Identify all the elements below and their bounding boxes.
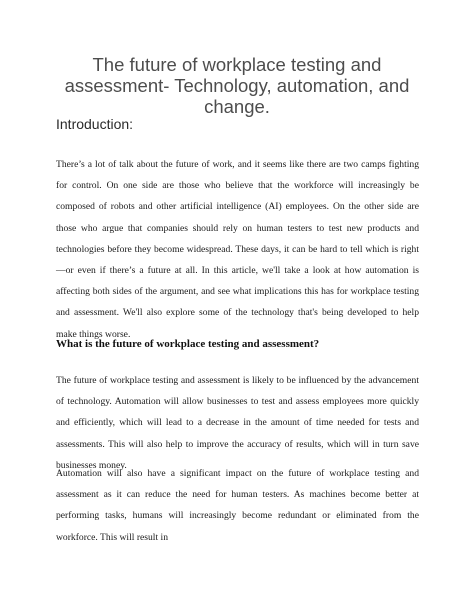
introduction-heading: Introduction: [56,116,134,132]
intro-paragraph: There’s a lot of talk about the future of work, and it seems like there are two camps fighting for control. On one side are those who believe that the workforce will increasingly be composed of robots and other artificial intelligence (AI) employees. On the other side are those who argue that companies should rely on human testers to test new products and technologies before they become widespread. These days, it can be hard to tell which is right—or even if there’s a future at all. In this article, we'll take a look at how automation is affecting both sides of the argument, and see what implications this has for workplace testing and assessment. We'll also explore some of the technology that's being developed to help make things worse. [56,159,419,340]
section-heading: What is the future of workplace testing and assessment? [56,338,320,350]
body-paragraph-2: Automation will also have a significant impact on the future of workplace testing and assessment as it can reduce the need for human testers. As machines become better at performing tasks, humans will increasingly become redundant or eliminated from the workforce. This will result in [56,468,419,543]
body-paragraph-1: The future of workplace testing and assessment is likely to be influenced by the advancement of technology. Automation will allow businesses to test and assess employees more quickly and efficiently, which will lead to a decrease in the amount of time needed for tests and assessments. This will also help to improve the accuracy of results, which will in turn save businesses money. [56,375,419,471]
document-title: The future of workplace testing and assessment- Technology, automation, and change. [64,54,410,117]
